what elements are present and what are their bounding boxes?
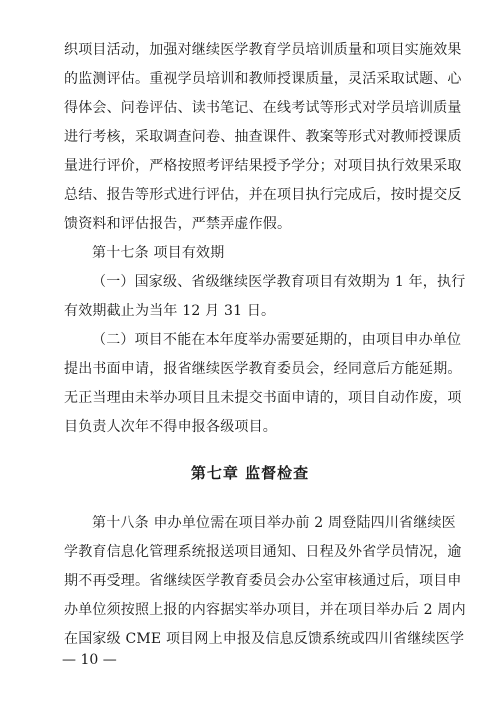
article-heading: 第十七条 项目有效期 [92,245,225,261]
body-line: （二）项目不能在本年度举办需要延期的，由项目申办单位 [92,332,462,348]
chapter-heading: 第七章 监督检查 [190,464,310,482]
body-line: 总结、报告等形式进行评估，并在项目执行完成后，按时提交反 [64,187,462,203]
body-line: 无正当理由未举办项目且未提交书面申请的，项目自动作废，项 [64,390,462,406]
body-line: 目负责人次年不得申报各级项目。 [64,419,277,435]
body-line: 期不再受理。省继续医学教育委员会办公室审核通过后，项目申 [64,573,462,589]
body-line: 进行考核，采取调查问卷、抽查课件、教案等形式对教师授课质 [64,129,462,145]
body-line: 办单位须按照上报的内容据实举办项目，并在项目举办后 2 周内 [64,602,466,618]
body-line: 有效期截止为当年 12 月 31 日。 [64,303,276,319]
body-line: 量进行评价，严格按照考评结果授予学分；对项目执行效果采取 [64,158,462,174]
page-number: — 10 — [62,652,117,668]
body-line: 织项目活动，加强对继续医学教育学员培训质量和项目实施效果 [64,42,462,58]
body-line: 馈资料和评估报告，严禁弄虚作假。 [64,216,292,232]
body-line: 提出书面申请，报省继续医学教育委员会，经同意后方能延期。 [64,361,462,377]
body-line: 在国家级 CME 项目网上申报及信息反馈系统或四川省继续医学 [64,631,465,647]
body-line: 得体会、问卷评估、读书笔记、在线考试等形式对学员培训质量 [64,100,462,116]
body-line: 第十八条 申办单位需在项目举办前 2 周登陆四川省继续医 [92,515,456,531]
body-line: 学教育信息化管理系统报送项目通知、日程及外省学员情况，逾 [64,544,462,560]
body-line: 的监测评估。重视学员培训和教师授课质量，灵活采取试题、心 [64,71,462,87]
body-line: （一）国家级、省级继续医学教育项目有效期为 1 年，执行 [92,274,466,290]
